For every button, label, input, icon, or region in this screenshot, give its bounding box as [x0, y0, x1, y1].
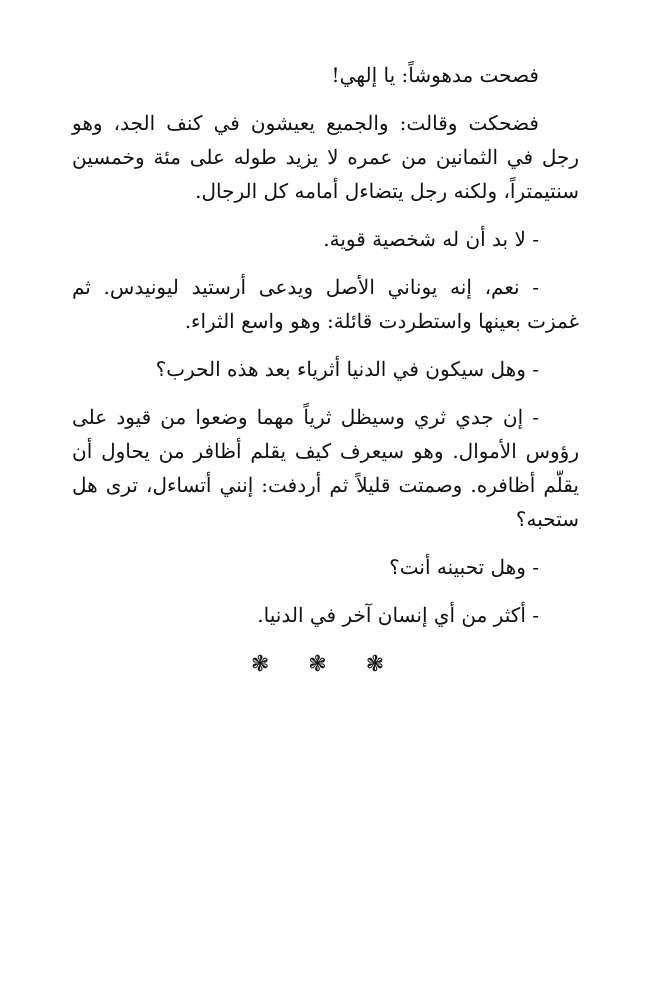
paragraph-grandfather-wealth: - إن جدي ثري وسيظل ثرياً مهما وضعوا من قيود على رؤوس الأموال. وهو سيعرف كيف يقلم أظافر من يحاول أن يقلّم أظافره. وصمتت قليلاً ثم أردفت: إنني أتساءل، ترى هل ستحبه؟ [72, 405, 579, 531]
paragraph-do-you-love-him: - وهل تحبينه أنت؟ [389, 555, 539, 579]
paragraph-more-than-anyone: - أكثر من أي إنسان آخر في الدنيا. [257, 603, 539, 627]
paragraph-rich-after-war: - وهل سيكون في الدنيا أثرياء بعد هذه الحرب؟ [155, 357, 539, 381]
paragraph-exclamation: فصحت مدهوشاً: يا إلهي! [331, 63, 539, 87]
paragraph-strong-personality: - لا بد أن له شخصية قوية. [323, 227, 539, 251]
section-separator: ❃ ❃ ❃ [250, 652, 401, 677]
book-page [72, 58, 579, 677]
paragraph-greek-origin: - نعم، إنه يوناني الأصل ويدعى أرستيد ليونيدس. ثم غمزت بعينها واستطردت قائلة: وهو واسع الثراء. [72, 275, 579, 333]
paragraph-grandfather-description: فضحكت وقالت: والجميع يعيشون في كنف الجد، وهو رجل في الثمانين من عمره لا يزيد طوله على مئة وخمسين سنتيمتراً، ولكنه رجل يتضاءل أمامه كل الرجال. [72, 111, 579, 203]
